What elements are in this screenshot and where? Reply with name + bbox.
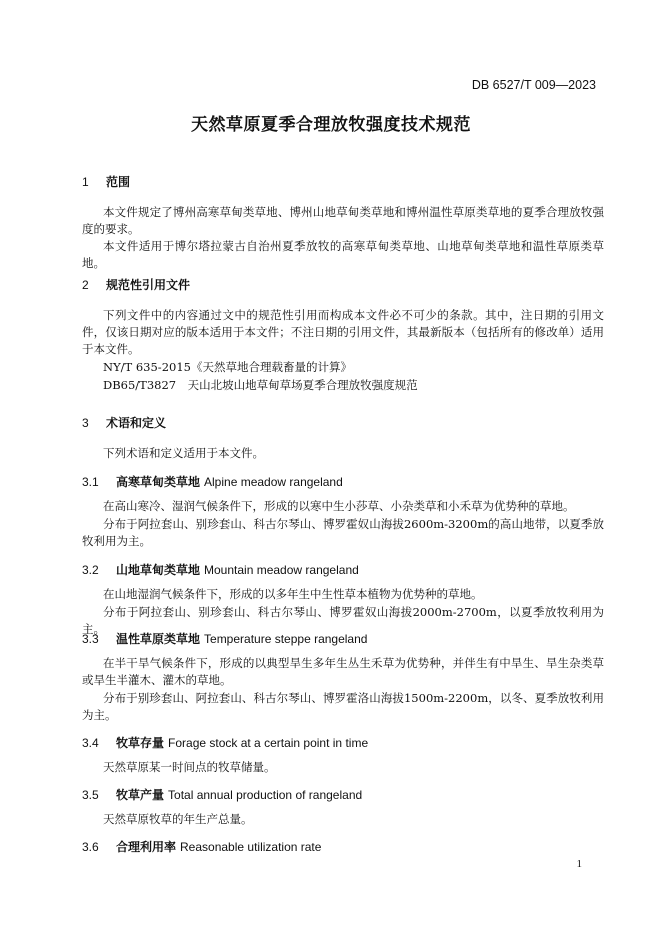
term-3-1-heading bbox=[82, 473, 343, 490]
section-3-heading bbox=[82, 414, 166, 431]
term-3-5-heading bbox=[82, 786, 362, 803]
page-title: 天然草原夏季合理放牧强度技术规范 bbox=[191, 115, 471, 135]
section-number: 2 bbox=[82, 278, 89, 292]
page-number: 1 bbox=[576, 858, 582, 870]
term-3-3-para-1: 在半干旱气候条件下，形成的以典型旱生多年生丛生禾草为优势种，并伴生有中旱生、旱生杂类草或旱生半灌木、灌木的草地。 bbox=[82, 656, 604, 687]
term-3-2-para-1: 在山地湿润气候条件下，形成的以多年生中生性草本植物为优势种的草地。 bbox=[103, 587, 483, 601]
term-3-5-para-1: 天然草原牧草的年生产总量。 bbox=[103, 812, 253, 826]
section-title: 术语和定义 bbox=[106, 416, 167, 430]
term-3-4-para-1: 天然草原某一时间点的牧草储量。 bbox=[103, 760, 276, 774]
reference-2: DB65/T3827 天山北坡山地草甸草场夏季合理放牧强度规范 bbox=[103, 378, 418, 392]
term-3-1-para-1: 在高山寒冷、湿润气候条件下，形成的以寒中生小莎草、小杂类草和小禾草为优势种的草地。 bbox=[103, 499, 575, 513]
term-3-1-para-2: 分布于阿拉套山、别珍套山、科古尔琴山、博罗霍奴山海拔2600m-3200m的高山地带，以夏季放牧利用为主。 bbox=[82, 517, 604, 548]
term-cn: 合理利用率 bbox=[116, 840, 177, 854]
section-number: 3 bbox=[82, 416, 89, 430]
term-3-3-heading bbox=[82, 630, 367, 647]
section-1-heading bbox=[82, 173, 130, 190]
term-cn: 牧草产量 bbox=[116, 788, 165, 802]
term-number: 3.6 bbox=[82, 840, 99, 854]
reference-1: NY/T 635-2015《天然草地合理载畜量的计算》 bbox=[103, 360, 352, 374]
term-3-6-heading bbox=[82, 838, 321, 855]
term-3-2-heading bbox=[82, 561, 359, 578]
term-en: Forage stock at a certain point in time bbox=[168, 736, 369, 750]
term-en: Mountain meadow rangeland bbox=[204, 563, 359, 577]
section-title: 规范性引用文件 bbox=[106, 278, 191, 292]
section-number: 1 bbox=[82, 175, 89, 189]
term-en: Total annual production of rangeland bbox=[168, 788, 363, 802]
term-cn: 高寒草甸类草地 bbox=[116, 475, 201, 489]
term-en: Temperature steppe rangeland bbox=[204, 632, 368, 646]
document-code: DB 6527/T 009—2023 bbox=[471, 78, 596, 92]
term-number: 3.3 bbox=[82, 632, 99, 646]
term-number: 3.1 bbox=[82, 475, 99, 489]
term-number: 3.2 bbox=[82, 563, 99, 577]
term-3-4-heading bbox=[82, 734, 368, 751]
term-number: 3.5 bbox=[82, 788, 99, 802]
section-1-para-2: 本文件适用于博尔塔拉蒙古自治州夏季放牧的高寒草甸类草地、山地草甸类草地和温性草原类草地。 bbox=[82, 239, 604, 270]
term-en: Alpine meadow rangeland bbox=[204, 475, 343, 489]
term-cn: 牧草存量 bbox=[116, 736, 165, 750]
section-2-para-1: 下列文件中的内容通过文中的规范性引用而构成本文件必不可少的条款。其中，注日期的引用文件，仅该日期对应的版本适用于本文件；不注日期的引用文件，其最新版本（包括所有的修改单）适用于本文件。 bbox=[82, 308, 604, 356]
term-cn: 山地草甸类草地 bbox=[116, 563, 201, 577]
section-title: 范围 bbox=[106, 175, 131, 189]
term-cn: 温性草原类草地 bbox=[116, 632, 201, 646]
term-en: Reasonable utilization rate bbox=[180, 840, 322, 854]
term-3-3-para-2: 分布于别珍套山、阿拉套山、科古尔琴山、博罗霍洛山海拔1500m-2200m，以冬、夏季放牧利用为主。 bbox=[82, 691, 604, 722]
term-number: 3.4 bbox=[82, 736, 99, 750]
section-1-para-1: 本文件规定了博州高寒草甸类草地、博州山地草甸类草地和博州温性草原类草地的夏季合理放牧强度的要求。 bbox=[82, 205, 604, 236]
term-3-2-para-2: 分布于阿拉套山、别珍套山、科古尔琴山、博罗霍奴山海拔2000m-2700m，以夏季放牧利用为主。 bbox=[82, 605, 604, 636]
section-3-para-1: 下列术语和定义适用于本文件。 bbox=[103, 446, 264, 460]
section-2-heading bbox=[82, 276, 190, 293]
